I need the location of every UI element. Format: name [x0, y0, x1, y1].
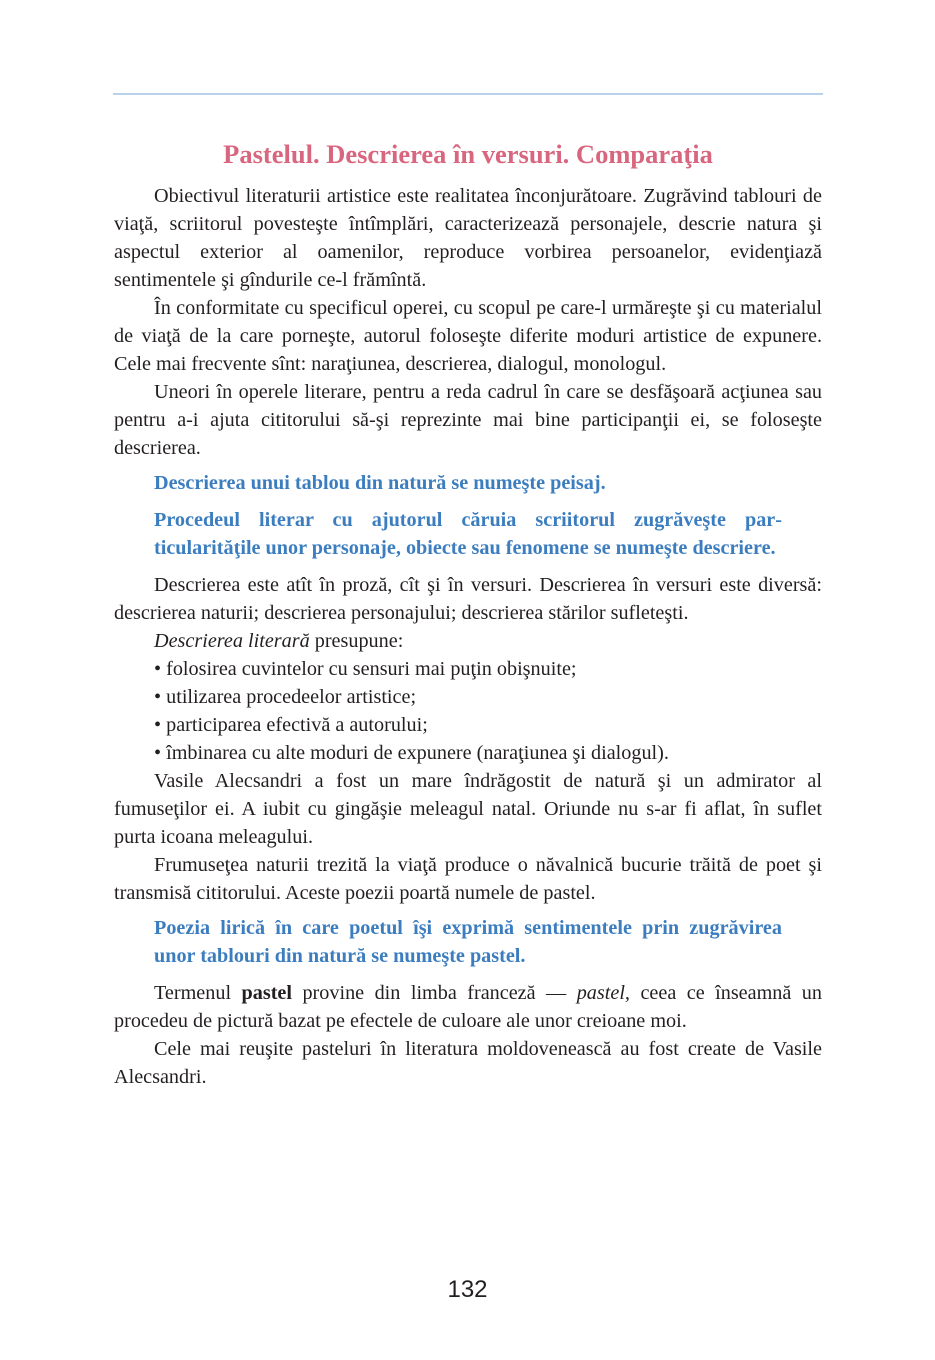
definition-descriere: Procedeul literar cu ajutorul căruia scriitorul zugrăveşte particularităţile unor personaje, obiecte sau fenomene se numeşte descriere.	[154, 509, 782, 559]
page-number: 132	[447, 1276, 488, 1303]
page-title: Pastelul. Descrierea în versuri. Comparaţia	[223, 139, 713, 169]
term-meaning: ceea ce înseamnă un procedeu de pictură bazat pe efectele de culoare ale unor creioane moi.	[114, 982, 822, 1032]
term-intro: Termenul	[154, 982, 242, 1004]
list-item: • utilizarea procedeelor artistice;	[154, 686, 417, 708]
paragraph-nature-beauty: Frumuseţea naturii trezită la viaţă produce o năvalnică bucurie trăită de poet şi transmisă cititorului. Aceste poezii poartă numele de pastel.	[114, 854, 822, 904]
paragraph-best-pastels: Cele mai reuşite pasteluri în literatura moldovenească au fost create de Vasile Alecsandri.	[114, 1038, 822, 1088]
term-pastel-italic: pastel,	[576, 982, 630, 1004]
list-item: • participarea efectivă a autorului;	[154, 714, 428, 736]
term-pastel-bold: pastel	[241, 982, 292, 1004]
literary-description-term: Descrierea literară	[154, 630, 310, 652]
paragraph-verse-description: Descrierea este atît în proză, cît şi în versuri. Descrierea în versuri este diversă: descrierea naturii; descrierea personajului; descrierea stărilor sufleteşti.	[114, 574, 822, 624]
paragraph-description-use: Uneori în operele literare, pentru a reda cadrul în care se desfăşoară acţiunea sau pentru a-i ajuta cititorului să-şi reprezinte mai bine participanţii ei, se foloseşte descrierea.	[114, 381, 822, 459]
paragraph-literary-description	[114, 627, 822, 655]
list-item: • folosirea cuvintelor cu sensuri mai puţin obişnuite;	[154, 658, 577, 680]
paragraph-conformity: În conformitate cu specificul operei, cu scopul pe care-l urmăreşte şi cu materialul de viaţă de la care porneşte, autorul foloseşte diferite moduri artistice de expunere. Cele mai frecvente sînt: naraţiunea, descrierea, dialogul, monologul.	[114, 297, 822, 375]
literary-description-rest: presupune:	[309, 630, 404, 652]
paragraph-alecsandri: Vasile Alecsandri a fost un mare îndrăgostit de natură şi un admirator al fumuseţilor ei. A iubit cu gingăşie meleagul natal. Oriunde nu s-ar fi aflat, în suflet purta icoana meleagului.	[114, 770, 822, 848]
definition-peisaj: Descrierea unui tablou din natură se numeşte peisaj.	[154, 472, 606, 494]
paragraph-term-pastel	[114, 979, 822, 1035]
list-item: • îmbinarea cu alte moduri de expunere (naraţiunea şi dialogul).	[154, 742, 669, 764]
page-content	[114, 136, 822, 1091]
term-origin: provine din limba franceză —	[292, 982, 577, 1004]
definition-pastel: Poezia lirică în care poetul îşi exprimă sentimentele prin zugrăvirea unor tablouri din natură se numeşte pastel.	[154, 917, 782, 967]
top-rule	[113, 93, 823, 95]
paragraph-objective: Obiectivul literaturii artistice este realitatea înconjurătoare. Zugrăvind tablouri de viaţă, scriitorul povesteşte întîmplări, caracterizează personajele, descrie natura şi aspectul exterior al oamenilor, reproduce vorbirea persoanelor, evidenţiază sentimentele şi gîndurile ce-l frămîntă.	[114, 185, 822, 291]
